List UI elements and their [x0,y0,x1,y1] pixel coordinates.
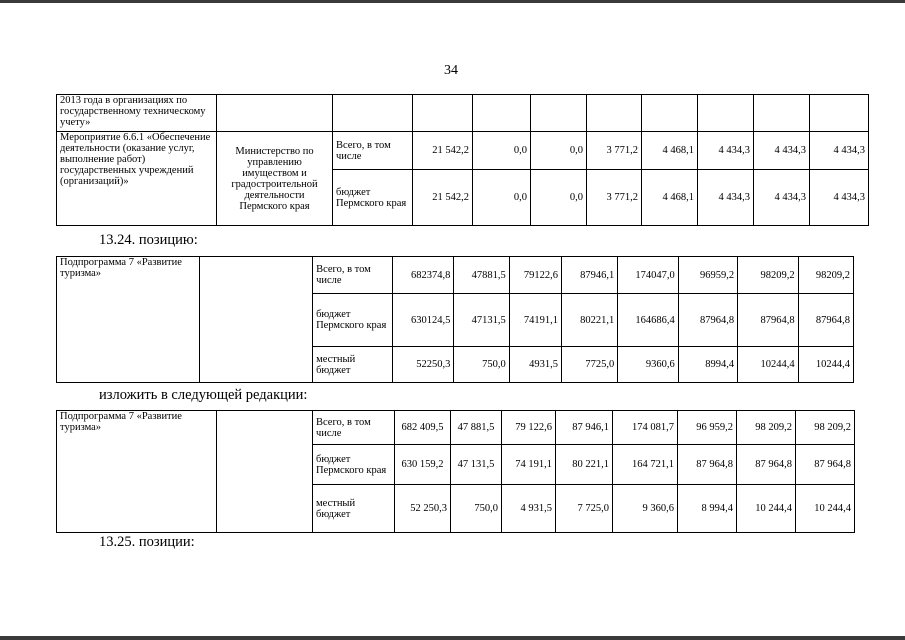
value-cell: 750,0 [451,485,502,533]
value-cell: 10 244,4 [737,485,796,533]
value-cell: 52 250,3 [395,485,451,533]
value-cell: 4 931,5 [502,485,556,533]
value-cell: 8 994,4 [678,485,737,533]
value-cell: 8994,4 [678,347,737,383]
empty-cell [587,95,642,132]
empty-cell [698,95,754,132]
value-cell: 87 964,8 [737,445,796,485]
value-cell: 4 434,3 [754,170,810,226]
value-cell: 98209,2 [738,257,798,294]
table-row [57,411,855,445]
source-cell: Всего, в том числе [313,257,393,294]
value-cell: 10244,4 [798,347,853,383]
page-number: 34 [444,63,458,78]
executor-cell: Министерство по управлению имуществом и градостроительной деятельности Пермского края [217,132,333,226]
value-cell: 4 468,1 [642,132,698,170]
value-cell: 0,0 [473,132,531,170]
value-cell: 87964,8 [738,294,798,347]
empty-cell [531,95,587,132]
value-cell: 10244,4 [738,347,798,383]
value-cell: 74191,1 [509,294,561,347]
value-cell: 87 946,1 [556,411,613,445]
value-cell: 79122,6 [509,257,561,294]
cont-name-cell: 2013 года в организациях по государственному техническому учету» [57,95,217,132]
value-cell: 80221,1 [561,294,617,347]
paragraph-new-edition: изложить в следующей редакции: [99,387,308,403]
value-cell: 79 122,6 [502,411,556,445]
empty-cell [642,95,698,132]
value-cell: 682 409,5 [395,411,451,445]
value-cell: 21 542,2 [413,132,473,170]
source-cell: бюджет Пермского края [313,445,395,485]
table-row [57,95,869,132]
value-cell: 0,0 [531,170,587,226]
measure-name-cell: Мероприятие 6.6.1 «Обеспечение деятельности (оказание услуг, выполнение работ) государственных учреждений (организаций)» [57,132,217,226]
table-row [57,132,869,170]
source-cell: Всего, в том числе [333,132,413,170]
empty-cell [413,95,473,132]
value-cell: 87964,8 [798,294,853,347]
table-measure-6-6-1 [56,94,869,226]
paragraph-13-24: 13.24. позицию: [99,232,198,248]
value-cell: 96959,2 [678,257,737,294]
empty-cell [217,95,333,132]
value-cell: 47 131,5 [451,445,502,485]
value-cell: 10 244,4 [796,485,855,533]
source-cell: местный бюджет [313,347,393,383]
value-cell: 47881,5 [454,257,509,294]
paragraph-13-25: 13.25. позиции: [99,534,195,550]
value-cell: 630124,5 [392,294,453,347]
value-cell: 164686,4 [618,294,678,347]
source-cell: бюджет Пермского края [313,294,393,347]
table-row [57,257,854,294]
value-cell: 4 434,3 [810,170,869,226]
source-cell: Всего, в том числе [313,411,395,445]
value-cell: 98209,2 [798,257,853,294]
value-cell: 0,0 [473,170,531,226]
value-cell: 4 434,3 [754,132,810,170]
value-cell: 0,0 [531,132,587,170]
value-cell: 3 771,2 [587,170,642,226]
value-cell: 174 081,7 [613,411,678,445]
value-cell: 87 964,8 [678,445,737,485]
executor-cell [217,411,313,533]
value-cell: 98 209,2 [796,411,855,445]
value-cell: 52250,3 [392,347,453,383]
empty-cell [810,95,869,132]
value-cell: 4 434,3 [698,132,754,170]
source-cell: местный бюджет [313,485,395,533]
value-cell: 80 221,1 [556,445,613,485]
empty-cell [333,95,413,132]
executor-cell [200,257,313,383]
source-cell: бюджет Пермского края [333,170,413,226]
value-cell: 174047,0 [618,257,678,294]
table-subprogram-7-new [56,410,855,533]
table-subprogram-7-old [56,256,854,383]
value-cell: 4 434,3 [698,170,754,226]
subprogram-name-cell: Подпрограмма 7 «Развитие туризма» [57,257,200,383]
value-cell: 7 725,0 [556,485,613,533]
empty-cell [754,95,810,132]
value-cell: 74 191,1 [502,445,556,485]
value-cell: 87964,8 [678,294,737,347]
value-cell: 4 434,3 [810,132,869,170]
value-cell: 87946,1 [561,257,617,294]
value-cell: 9 360,6 [613,485,678,533]
value-cell: 47 881,5 [451,411,502,445]
value-cell: 4931,5 [509,347,561,383]
value-cell: 47131,5 [454,294,509,347]
value-cell: 98 209,2 [737,411,796,445]
value-cell: 164 721,1 [613,445,678,485]
empty-cell [473,95,531,132]
subprogram-name-cell: Подпрограмма 7 «Развитие туризма» [57,411,217,533]
value-cell: 7725,0 [561,347,617,383]
value-cell: 87 964,8 [796,445,855,485]
value-cell: 21 542,2 [413,170,473,226]
value-cell: 96 959,2 [678,411,737,445]
value-cell: 3 771,2 [587,132,642,170]
value-cell: 630 159,2 [395,445,451,485]
value-cell: 4 468,1 [642,170,698,226]
value-cell: 682374,8 [392,257,453,294]
scan-edge-bottom [0,636,905,640]
scan-edge-top [0,0,905,3]
value-cell: 750,0 [454,347,509,383]
value-cell: 9360,6 [618,347,678,383]
